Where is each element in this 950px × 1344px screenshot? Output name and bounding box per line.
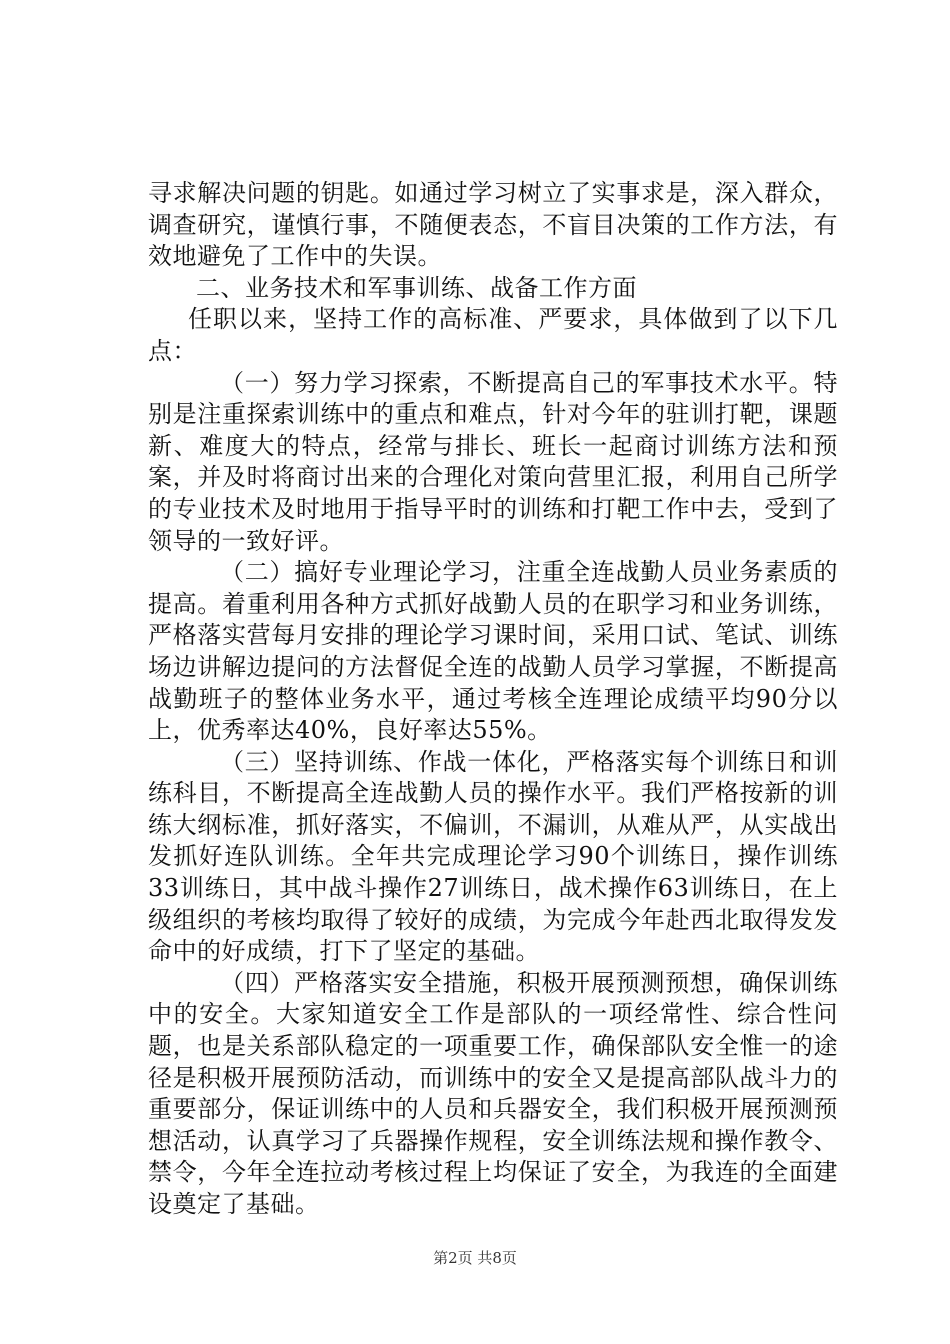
paragraph-item-1: （一）努力学习探索，不断提高自己的军事技术水平。特别是注重探索训练中的重点和难点，针对今年的驻训打靶，课题新、难度大的特点，经常与排长、班长一起商讨训练方法和预案，并及时将商讨出来的合理化对策向营里汇报，利用自己所学的专业技术及时地用于指导平时的训练和打靶工作中去，受到了领导的一致好评。 (148, 368, 838, 555)
paragraph-intro: 任职以来，坚持工作的高标准、严要求，具体做到了以下几点： (148, 305, 838, 365)
paragraph-continuation: 寻求解决问题的钥匙。如通过学习树立了实事求是，深入群众，调查研究，谨慎行事，不随便表态，不盲目决策的工作方法，有效地避免了工作中的失误。 (148, 179, 838, 271)
paragraph-item-4: （四）严格落实安全措施，积极开展预测预想，确保训练中的安全。大家知道安全工作是部队的一项经常性、综合性问题，也是关系部队稳定的一项重要工作，确保部队安全惟一的途径是积极开展预防活动，而训练中的安全又是提高部队战斗力的重要部分，保证训练中的人员和兵器安全，我们积极开展预测预想活动，认真学习了兵器操作规程，安全训练法规和操作教令、禁令，今年全连拉动考核过程上均保证了安全，为我连的全面建设奠定了基础。 (148, 968, 838, 1218)
page-footer: 第2页 共8页 (433, 1249, 517, 1267)
section-heading: 二、业务技术和军事训练、战备工作方面 (196, 273, 637, 302)
paragraph-item-2: （二）搞好专业理论学习，注重全连战勤人员业务素质的提高。着重利用各种方式抓好战勤人员的在职学习和业务训练，严格落实营每月安排的理论学习课时间，采用口试、笔试、训练场边讲解边提问的方法督促全连的战勤人员学习掌握，不断提高战勤班子的整体业务水平，通过考核全连理论成绩平均90分以上，优秀率达40%，良好率达55%。 (148, 558, 838, 745)
paragraph-item-3: （三）坚持训练、作战一体化，严格落实每个训练日和训练科目，不断提高全连战勤人员的操作水平。我们严格按新的训练大纲标准，抓好落实，不偏训，不漏训，从难从严，从实战出发抓好连队训练。全年共完成理论学习90个训练日，操作训练33训练日，其中战斗操作27训练日，战术操作63训练日，在上级组织的考核均取得了较好的成绩，为完成今年赴西北取得发发命中的好成绩，打下了坚定的基础。 (148, 747, 838, 966)
document-body (148, 178, 838, 1221)
